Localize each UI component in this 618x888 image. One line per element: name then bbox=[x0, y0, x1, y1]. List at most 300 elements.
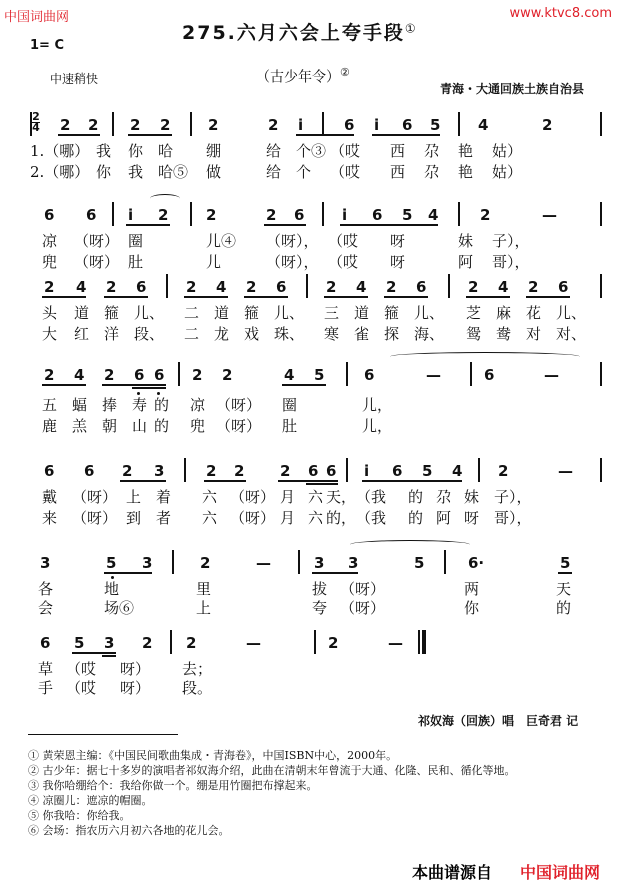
lyric: 者 bbox=[156, 509, 172, 527]
lyric: （哎 bbox=[328, 253, 359, 271]
note: 5 bbox=[402, 206, 413, 224]
beam bbox=[244, 296, 288, 298]
lyric: 月 bbox=[280, 509, 296, 527]
beam bbox=[558, 572, 572, 574]
lyric: 儿、 bbox=[556, 304, 587, 322]
beam bbox=[278, 480, 338, 482]
lyric: 呀 bbox=[390, 253, 406, 271]
lyric: （我 bbox=[356, 488, 387, 506]
watermark-left: 中国词曲网 bbox=[4, 10, 70, 25]
lyric: 龙 bbox=[214, 325, 230, 343]
lyric-verse-1 bbox=[30, 140, 602, 160]
note: 6 bbox=[154, 366, 165, 384]
lyric: 箍 bbox=[244, 304, 260, 322]
note: 5 bbox=[414, 554, 425, 572]
lyric: 草 bbox=[38, 660, 54, 678]
key-signature: 1= C bbox=[30, 38, 65, 53]
lyric: 凉 bbox=[42, 232, 58, 250]
lyric: （呀） bbox=[72, 509, 118, 527]
score-system-3 bbox=[30, 278, 602, 348]
note: — bbox=[544, 366, 559, 384]
note: 6 bbox=[416, 278, 427, 296]
lyric-verse-2 bbox=[30, 677, 602, 697]
lyric: （呀） bbox=[72, 488, 118, 506]
note: 2 bbox=[328, 634, 339, 652]
beam bbox=[372, 134, 440, 136]
note: 6 bbox=[344, 116, 355, 134]
lyric: 珠、 bbox=[274, 325, 305, 343]
lyric: 呀） bbox=[120, 679, 151, 697]
beam bbox=[282, 384, 326, 386]
lyric-verse-1 bbox=[30, 578, 602, 598]
lyric: 给 bbox=[266, 163, 282, 181]
note: 2 bbox=[130, 116, 141, 134]
lyric-verse-1 bbox=[30, 394, 602, 414]
time-signature-top: 2 bbox=[32, 110, 40, 123]
lyric: 尕 bbox=[436, 488, 452, 506]
note: — bbox=[426, 366, 441, 384]
beam bbox=[102, 384, 166, 386]
slur bbox=[150, 194, 180, 203]
lyric: 兜 bbox=[190, 417, 206, 435]
note: 2 bbox=[158, 206, 169, 224]
beam bbox=[184, 296, 228, 298]
note: 2 bbox=[528, 278, 539, 296]
lyric: （呀） bbox=[74, 253, 120, 271]
lyric: 的 bbox=[154, 396, 170, 414]
lyric: 探 bbox=[384, 325, 400, 343]
lyric: 拔 bbox=[312, 580, 328, 598]
note: 6 bbox=[134, 366, 145, 384]
note: 4 bbox=[76, 278, 87, 296]
lyric-verse-1 bbox=[30, 486, 602, 506]
footnote-divider bbox=[28, 734, 178, 735]
lyric: 给 bbox=[266, 142, 282, 160]
lyric: （哎 bbox=[330, 163, 361, 181]
barline bbox=[458, 202, 460, 226]
subtitle-footnote-mark: ② bbox=[340, 66, 350, 79]
lyric: 山 bbox=[132, 417, 148, 435]
note: i bbox=[374, 116, 380, 134]
lyric: 五 bbox=[42, 396, 58, 414]
note: 6 bbox=[372, 206, 383, 224]
lyric: 段、 bbox=[134, 325, 165, 343]
note: 3 bbox=[314, 554, 325, 572]
note: 6 bbox=[484, 366, 495, 384]
lyric: （哎 bbox=[66, 660, 97, 678]
beam bbox=[72, 652, 116, 654]
lyric: 戴 bbox=[42, 488, 58, 506]
footnote-6: ⑥ 会场：指农历六月初六各地的花儿会。 bbox=[28, 824, 230, 837]
lyric: 我 bbox=[128, 163, 144, 181]
lyric: 阿 bbox=[436, 509, 452, 527]
lyric: 雀 bbox=[354, 325, 370, 343]
note: 4 bbox=[478, 116, 489, 134]
lyric: 姑） bbox=[492, 163, 523, 181]
barline bbox=[448, 274, 450, 298]
note: 3 bbox=[348, 554, 359, 572]
lyric: 芝 bbox=[466, 304, 482, 322]
note: 2 bbox=[160, 116, 171, 134]
lyric: （我 bbox=[356, 509, 387, 527]
lyric: （呀） bbox=[230, 509, 276, 527]
footnotes bbox=[28, 748, 598, 838]
lyric: 你 bbox=[128, 142, 144, 160]
lyric: 箍 bbox=[384, 304, 400, 322]
lyric: 段。 bbox=[182, 679, 213, 697]
lyric: 来 bbox=[42, 509, 58, 527]
beam bbox=[126, 224, 170, 226]
lyric-verse-1 bbox=[30, 230, 602, 250]
lyric: 儿 bbox=[206, 253, 222, 271]
lyric: 做 bbox=[206, 163, 222, 181]
lyric: 着 bbox=[156, 488, 172, 506]
barline bbox=[184, 458, 186, 482]
barline bbox=[600, 274, 602, 298]
lyric: 会 bbox=[38, 599, 54, 617]
lyric: 姑） bbox=[492, 142, 523, 160]
lyric: 我 bbox=[96, 142, 112, 160]
lyric: 羔 bbox=[72, 417, 88, 435]
note: 2 bbox=[106, 278, 117, 296]
barline bbox=[190, 202, 192, 226]
tune-name: （古少年令） bbox=[256, 69, 340, 86]
note: 2 bbox=[208, 116, 219, 134]
note: — bbox=[388, 634, 403, 652]
note: 5 bbox=[430, 116, 441, 134]
lyric-verse-1 bbox=[30, 302, 602, 322]
beam bbox=[204, 480, 246, 482]
note: 5 bbox=[74, 634, 85, 652]
title-footnote-mark: ① bbox=[404, 21, 416, 36]
barline bbox=[600, 362, 602, 386]
lyric: 三 bbox=[324, 304, 340, 322]
lyric: 六 bbox=[202, 509, 218, 527]
note: 3 bbox=[104, 634, 115, 652]
note: 2 bbox=[44, 366, 55, 384]
lyric: 儿， bbox=[362, 396, 393, 414]
beam bbox=[132, 387, 166, 389]
footnote-1: ① 黄荣恩主编：《中国民间歌曲集成・青海卷》，中国ISBN中心，2000年。 bbox=[28, 749, 398, 762]
lyric: 寒 bbox=[324, 325, 340, 343]
beam bbox=[104, 572, 152, 574]
lyric-verse-2 bbox=[30, 507, 602, 527]
score-system-2 bbox=[30, 206, 602, 276]
note: 4 bbox=[284, 366, 295, 384]
lyric: （哎 bbox=[330, 142, 361, 160]
barline bbox=[172, 550, 174, 574]
note: 2 bbox=[60, 116, 71, 134]
final-barline bbox=[422, 630, 426, 654]
note: 2 bbox=[192, 366, 203, 384]
lyric: 寿 bbox=[132, 396, 148, 414]
lyric: （呀）， bbox=[266, 253, 319, 271]
lyric-verse-2 bbox=[30, 323, 602, 343]
note: — bbox=[558, 462, 573, 480]
note: 2 bbox=[386, 278, 397, 296]
lyric: 妹 bbox=[464, 488, 480, 506]
barline bbox=[470, 362, 472, 386]
lyric: 去； bbox=[182, 660, 213, 678]
note: 5 bbox=[560, 554, 571, 572]
note: i bbox=[342, 206, 348, 224]
note: 2 bbox=[266, 206, 277, 224]
lyric: 两 bbox=[464, 580, 480, 598]
lyric: 各 bbox=[38, 580, 54, 598]
barline bbox=[346, 362, 348, 386]
score-system-1 bbox=[30, 116, 602, 186]
barline bbox=[298, 550, 300, 574]
lyric: 地 bbox=[104, 580, 120, 598]
lyric: 个 bbox=[296, 163, 312, 181]
note: 2 bbox=[480, 206, 491, 224]
note: 6 bbox=[44, 462, 55, 480]
lyric: 鸳 bbox=[466, 325, 482, 343]
lyric: 朝 bbox=[102, 417, 118, 435]
note: 2 bbox=[104, 366, 115, 384]
barline bbox=[306, 274, 308, 298]
note: i bbox=[298, 116, 304, 134]
lyric: 手 bbox=[38, 679, 54, 697]
lyric: 儿， bbox=[362, 417, 393, 435]
lyric: （呀） bbox=[216, 417, 262, 435]
beam bbox=[324, 296, 368, 298]
lyric: 道 bbox=[214, 304, 230, 322]
lyric: 六 bbox=[202, 488, 218, 506]
lyric: 天， bbox=[326, 488, 357, 506]
lyric: 道 bbox=[74, 304, 90, 322]
note: 2 bbox=[44, 278, 55, 296]
beam bbox=[120, 480, 166, 482]
note: 2 bbox=[542, 116, 553, 134]
lyric: 麻 bbox=[496, 304, 512, 322]
lyric: 大 bbox=[42, 325, 58, 343]
footnote-3: ③ 我你哈绷给个：我给你做一个。绷是用竹圈把布撑起来。 bbox=[28, 779, 318, 792]
note: 2 bbox=[268, 116, 279, 134]
lyric: 西 bbox=[390, 163, 406, 181]
beam bbox=[306, 483, 338, 485]
score-system-7 bbox=[30, 634, 602, 704]
score-system-6 bbox=[30, 554, 602, 624]
note: 6 bbox=[308, 462, 319, 480]
note: 6 bbox=[364, 366, 375, 384]
lyric: 鸯 bbox=[496, 325, 512, 343]
lyric: 二 bbox=[184, 325, 200, 343]
lyric: 个③ bbox=[296, 142, 327, 160]
lyric: 的 bbox=[154, 417, 170, 435]
lyric: 上 bbox=[126, 488, 142, 506]
note: 2 bbox=[222, 366, 233, 384]
beam bbox=[264, 224, 306, 226]
barline bbox=[170, 630, 172, 654]
beam bbox=[296, 134, 354, 136]
lyric: 对 bbox=[526, 325, 542, 343]
lyric: 红 bbox=[74, 325, 90, 343]
note: 6 bbox=[392, 462, 403, 480]
note: 6 bbox=[402, 116, 413, 134]
barline bbox=[30, 112, 32, 136]
barline bbox=[458, 112, 460, 136]
note: 6 bbox=[326, 462, 337, 480]
lyric: 到 bbox=[126, 509, 142, 527]
lyric: 阿 bbox=[458, 253, 474, 271]
barline bbox=[600, 458, 602, 482]
lyric: 戏 bbox=[244, 325, 260, 343]
note: 2 bbox=[200, 554, 211, 572]
lyric: 箍 bbox=[104, 304, 120, 322]
note: 2 bbox=[326, 278, 337, 296]
lyric: 六 bbox=[308, 509, 324, 527]
lyric: 肚 bbox=[282, 417, 298, 435]
lyric: 六 bbox=[308, 488, 324, 506]
note: 2 bbox=[88, 116, 99, 134]
lyric: 肚 bbox=[128, 253, 144, 271]
barline bbox=[112, 202, 114, 226]
subtitle-block bbox=[256, 66, 350, 87]
lyric: （哎 bbox=[66, 679, 97, 697]
note: 6 bbox=[44, 206, 55, 224]
note: 6 bbox=[276, 278, 287, 296]
note: 5 bbox=[422, 462, 433, 480]
lyric: 花 bbox=[526, 304, 542, 322]
notation-line bbox=[30, 206, 602, 228]
note: 2 bbox=[122, 462, 133, 480]
beam bbox=[340, 224, 438, 226]
note: i bbox=[364, 462, 370, 480]
note: 2 bbox=[468, 278, 479, 296]
lyric: 天 bbox=[556, 580, 572, 598]
lyric-verse-2 bbox=[30, 251, 602, 271]
note: i bbox=[128, 206, 134, 224]
lyric: 凉 bbox=[190, 396, 206, 414]
note: 3 bbox=[154, 462, 165, 480]
note: 6 bbox=[86, 206, 97, 224]
note: — bbox=[542, 206, 557, 224]
note: 2 bbox=[206, 462, 217, 480]
lyric: （呀） bbox=[230, 488, 276, 506]
song-title-block bbox=[182, 18, 416, 45]
note: 2 bbox=[234, 462, 245, 480]
lyric: 你 bbox=[464, 599, 480, 617]
note: 5 bbox=[106, 554, 117, 572]
lyric: 洋 bbox=[104, 325, 120, 343]
note: 4 bbox=[498, 278, 509, 296]
barline bbox=[478, 458, 480, 482]
lyric: 呀 bbox=[464, 509, 480, 527]
footnote-5: ⑤ 你我哈：你给我。 bbox=[28, 809, 131, 822]
barline bbox=[178, 362, 180, 386]
lyric: 蝠 bbox=[72, 396, 88, 414]
lyric-verse-1 bbox=[30, 658, 602, 678]
barline bbox=[600, 112, 602, 136]
tempo-marking: 中速稍快 bbox=[50, 72, 99, 86]
beam bbox=[526, 296, 570, 298]
lyric: （呀） bbox=[340, 580, 386, 598]
lyric: 绷 bbox=[206, 142, 222, 160]
slur bbox=[350, 540, 470, 549]
footnote-2: ② 古少年：据七十多岁的演唱者祁奴海介绍，此曲在清朝末年曾流于大通、化隆、民和、循化等地。 bbox=[28, 764, 516, 777]
note: 4 bbox=[216, 278, 227, 296]
lyric: 的 bbox=[408, 509, 424, 527]
lyric: （呀） bbox=[340, 599, 386, 617]
note: 2 bbox=[206, 206, 217, 224]
score-system-5 bbox=[30, 462, 602, 532]
beam bbox=[104, 296, 148, 298]
note: 6 bbox=[558, 278, 569, 296]
lyric: 上 bbox=[196, 599, 212, 617]
barline bbox=[190, 112, 192, 136]
note: 2 bbox=[186, 278, 197, 296]
note: 4 bbox=[74, 366, 85, 384]
barline bbox=[166, 274, 168, 298]
beam bbox=[42, 296, 86, 298]
barline bbox=[444, 550, 446, 574]
lyric: 你 bbox=[96, 163, 112, 181]
lyric: 艳 bbox=[458, 163, 474, 181]
barline bbox=[314, 630, 316, 654]
lyric: 1.（哪） bbox=[30, 142, 90, 160]
source-banner bbox=[0, 852, 618, 888]
note: 6 bbox=[294, 206, 305, 224]
source-site-link[interactable]: 中国词曲网 bbox=[520, 863, 601, 882]
lyric: 头 bbox=[42, 304, 58, 322]
lyric: （哎 bbox=[328, 232, 359, 250]
barline bbox=[322, 112, 324, 136]
watermark-right: www.ktvc8.com bbox=[509, 6, 612, 21]
lyric: 场⑥ bbox=[104, 599, 135, 617]
lyric: 子）， bbox=[492, 232, 530, 250]
lyric: 哥）， bbox=[494, 509, 532, 527]
lyric: 捧 bbox=[102, 396, 118, 414]
note: 3 bbox=[40, 554, 51, 572]
lyric-verse-2 bbox=[30, 597, 602, 617]
barline bbox=[418, 630, 420, 654]
lyric-verse-2 bbox=[30, 161, 602, 181]
note: 4 bbox=[356, 278, 367, 296]
beam bbox=[42, 384, 86, 386]
note: 2 bbox=[498, 462, 509, 480]
region-label: 青海・大通回族土族自治县 bbox=[440, 82, 585, 96]
footnote-4: ④ 凉圈儿：遮凉的帽圈。 bbox=[28, 794, 153, 807]
lyric: 兜 bbox=[42, 253, 58, 271]
score-system-4 bbox=[30, 366, 602, 436]
note: 2 bbox=[280, 462, 291, 480]
lyric: 夸 bbox=[312, 599, 328, 617]
lyric: （呀）， bbox=[266, 232, 319, 250]
lyric: 呀 bbox=[390, 232, 406, 250]
lyric: 的 bbox=[408, 488, 424, 506]
note: 2 bbox=[142, 634, 153, 652]
lyric: 哈 bbox=[158, 142, 174, 160]
lyric: 鹿 bbox=[42, 417, 58, 435]
lyric: 二 bbox=[184, 304, 200, 322]
beam bbox=[466, 296, 510, 298]
performer-credit: 祁奴海（回族）唱 巨奇君 记 bbox=[418, 714, 579, 728]
slur bbox=[390, 352, 580, 361]
note: 4 bbox=[428, 206, 439, 224]
barline bbox=[322, 202, 324, 226]
lyric: 里 bbox=[196, 580, 212, 598]
beam bbox=[312, 572, 358, 574]
beam bbox=[58, 134, 100, 136]
lyric: 海、 bbox=[414, 325, 445, 343]
lyric: 儿、 bbox=[414, 304, 445, 322]
note: 2 bbox=[186, 634, 197, 652]
beam bbox=[102, 655, 116, 657]
lyric: 圈 bbox=[128, 232, 144, 250]
lyric-verse-2 bbox=[30, 415, 602, 435]
lyric: 2.（哪） bbox=[30, 163, 90, 181]
